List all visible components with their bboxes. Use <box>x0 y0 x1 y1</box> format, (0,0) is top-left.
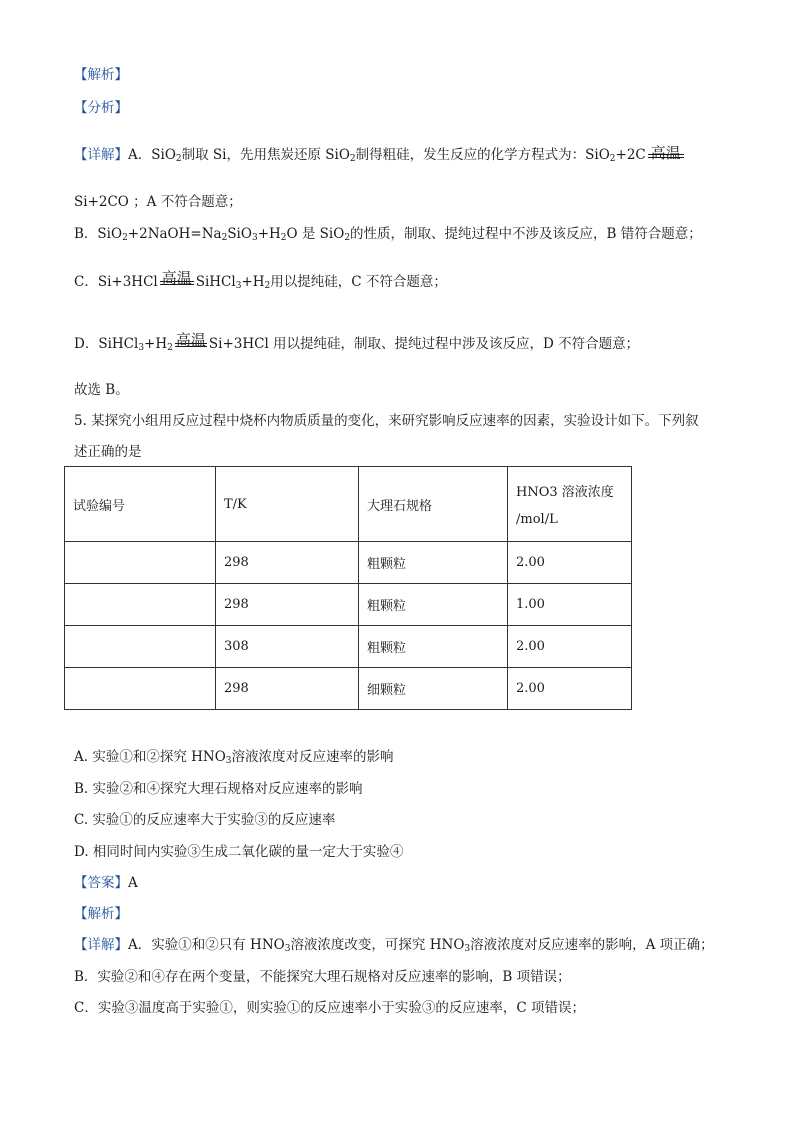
table-row <box>65 626 632 668</box>
header-cell: T/K <box>216 467 359 542</box>
table-header-row <box>65 467 632 542</box>
detail-a-continuation: Si+2CO ；A 不符合题意； <box>74 194 242 210</box>
header-cell: 试验编号 <box>65 467 216 542</box>
table-cell: 2.00 <box>508 626 632 668</box>
header-cell: HNO3 溶液浓度 /mol/L <box>508 467 632 542</box>
question-stem-2: 述正确的是 <box>74 444 142 460</box>
subscript: 2 <box>609 154 616 164</box>
table-cell: 2.00 <box>508 542 632 584</box>
jiexi-heading-2: 【解析】 <box>74 906 128 922</box>
fenxi-heading: 【分析】 <box>74 100 128 116</box>
table-cell: 308 <box>216 626 359 668</box>
xiangjie-tag: 【详解】 <box>74 147 128 163</box>
answer-line <box>74 874 138 892</box>
text: 制取 Si，先用焦炭还原 SiO <box>181 147 350 163</box>
reaction-condition: 高温 <box>161 269 192 287</box>
table-row <box>65 668 632 710</box>
detail-d-line: D．$SiHCl_3+H_2$ 高温 Si+3HCl 用以提纯硅，制取、提纯过程中涉及该反应，D 不符合题意； <box>74 331 640 353</box>
table-cell <box>65 668 216 710</box>
option-c: C. 实验①的反应速率大于实验③的反应速率 <box>74 812 336 828</box>
table-cell: 粗颗粒 <box>359 542 508 584</box>
table-cell: 细颗粒 <box>359 668 508 710</box>
detail2-c-line: C．实验③温度高于实验①，则实验①的反应速率小于实验③的反应速率，C 项错误； <box>74 1000 585 1016</box>
table-row <box>65 584 632 626</box>
xiangjie-tag: 【详解】 <box>74 937 128 953</box>
answer-tag: 【答案】 <box>74 875 128 891</box>
subscript: 2 <box>175 154 182 164</box>
experiment-table <box>64 466 632 710</box>
table-cell: 298 <box>216 668 359 710</box>
answer-value: A <box>128 875 138 891</box>
option-a: A. 实验①和②探究 $HNO_3$溶液浓度对反应速率的影响 <box>74 749 394 766</box>
conclusion: 故选 B。 <box>74 382 129 398</box>
table-cell: 1.00 <box>508 584 632 626</box>
table-cell <box>65 584 216 626</box>
table-cell: 粗颗粒 <box>359 626 508 668</box>
reaction-condition: 高温 <box>648 146 684 164</box>
table-cell: 粗颗粒 <box>359 584 508 626</box>
option-d: D. 相同时间内实验③生成二氧化碳的量一定大于实验④ <box>74 844 404 860</box>
detail-a-line <box>74 146 684 168</box>
jiexi-heading: 【解析】 <box>74 67 128 83</box>
text: A．SiO <box>128 147 176 163</box>
detail-b-line: B．$SiO_2+2NaOH=Na_2SiO_3+H_2O$ 是 SiO$_2$的性质，制取、提纯过程中不涉及该反应，B 错符合题意； <box>74 226 702 243</box>
subscript: 2 <box>349 154 356 164</box>
table-cell <box>65 542 216 584</box>
reaction-condition: 高温 <box>175 331 206 349</box>
table-cell: 2.00 <box>508 668 632 710</box>
text: 制得粗硅，发生反应的化学方程式为：SiO <box>355 147 610 163</box>
text: +2C <box>615 147 646 163</box>
detail-c-line: C．Si+3HCl 高温 $SiHCl_3+H_2$用以提纯硅，C 不符合题意； <box>74 269 447 291</box>
table-cell: 298 <box>216 542 359 584</box>
header-cell: 大理石规格 <box>359 467 508 542</box>
table-row <box>65 542 632 584</box>
table-cell <box>65 626 216 668</box>
detail2-b-line: B．实验②和④存在两个变量，不能探究大理石规格对反应速率的影响，B 项错误； <box>74 969 571 985</box>
question-stem-1: 5. 某探究小组用反应过程中烧杯内物质质量的变化，来研究影响反应速率的因素，实验设计如下。下列叙 <box>74 413 699 429</box>
option-b: B. 实验②和④探究大理石规格对反应速率的影响 <box>74 781 363 797</box>
table-cell: 298 <box>216 584 359 626</box>
detail2-a-line: 【详解】A．实验①和②只有 $HNO_3$溶液浓度改变，可探究 $HNO_3$溶液浓度对反应速率的影响，A 项正确； <box>74 937 714 954</box>
